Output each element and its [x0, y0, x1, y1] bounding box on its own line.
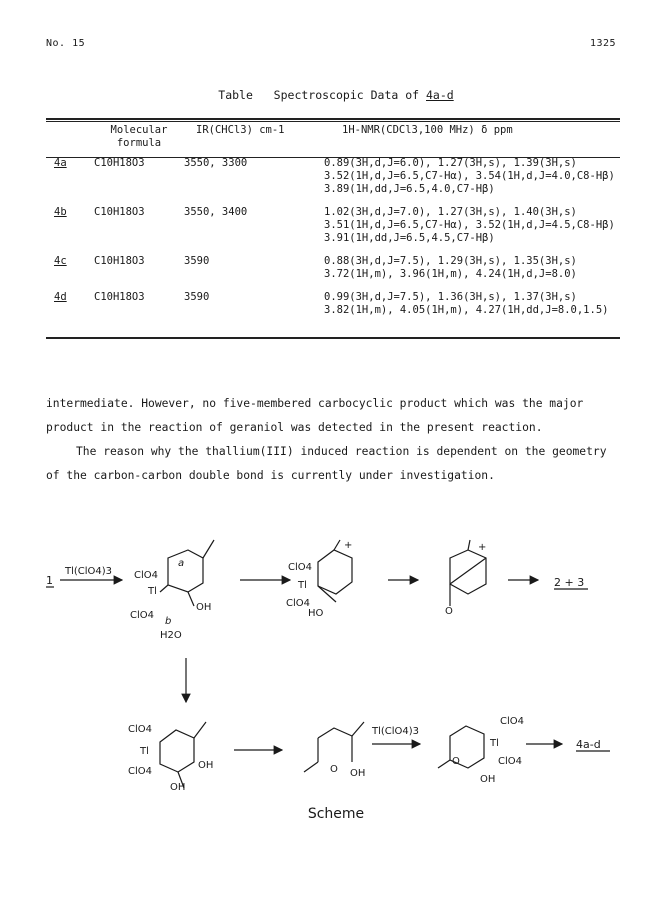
structure-tl-complex	[130, 540, 214, 641]
s1-tl: Tl	[148, 586, 157, 597]
molecular-formula: C10H18O3	[94, 206, 145, 218]
s4-clo4-bottom: ClO4	[128, 766, 152, 777]
structure-tl-alkene	[438, 716, 524, 785]
table-caption-ref: 4a-d	[426, 88, 454, 102]
nmr-line: 0.89(3H,d,J=6.0), 1.27(3H,s), 1.39(3H,s)	[324, 157, 577, 169]
s6-o: O	[452, 756, 460, 767]
s3-plus: +	[478, 542, 487, 553]
s5-oh: OH	[350, 768, 366, 779]
issue-number: No. 15	[46, 38, 86, 49]
spectroscopic-table	[46, 124, 620, 327]
col-ir-text: IR(CHCl3) cm-1	[196, 124, 285, 136]
s4-oh-bottom: OH	[170, 782, 186, 793]
structure-tl-adduct	[128, 722, 213, 793]
table-row	[46, 206, 620, 255]
nmr-line: 3.91(1H,dd,J=6.5,4.5,C7-Hβ)	[324, 232, 495, 244]
nmr-values	[314, 255, 620, 291]
s4-oh-right: OH	[198, 760, 214, 771]
table-caption-text: Table Spectroscopic Data of	[218, 88, 426, 102]
compound-id: 4d	[54, 291, 67, 303]
s2-clo4-top: ClO4	[288, 562, 312, 573]
s1-oh: OH	[196, 602, 212, 613]
table-row	[46, 291, 620, 327]
molecular-formula: C10H18O3	[94, 255, 145, 267]
table-row	[46, 255, 620, 291]
nmr-values	[314, 157, 620, 206]
table-top-rule-2	[46, 121, 620, 122]
nmr-line: 3.82(1H,m), 4.05(1H,m), 4.27(1H,dd,J=8.0,1.5)	[324, 304, 609, 316]
compound-id: 4a	[54, 157, 67, 169]
col-formula-line1: Molecular	[110, 124, 168, 136]
s2-clo4-bottom: ClO4	[286, 598, 310, 609]
s4-clo4-top: ClO4	[128, 724, 152, 735]
s2-tl: Tl	[298, 580, 307, 591]
paragraph-1: intermediate. However, no five-membered carbocyclic product which was the major product in the reaction of geraniol was detected in the present reaction.	[46, 397, 584, 434]
s2-ho: HO	[308, 608, 324, 619]
structure-ketone	[304, 722, 365, 779]
s6-oh: OH	[480, 774, 496, 785]
s5-o: O	[330, 764, 338, 775]
nmr-line: 3.72(1H,m), 3.96(1H,m), 4.24(1H,d,J=8.0)	[324, 268, 577, 280]
nmr-line: 3.89(1H,dd,J=6.5,4.0,C7-Hβ)	[324, 183, 495, 195]
molecular-formula: C10H18O3	[94, 291, 145, 303]
molecular-formula: C10H18O3	[94, 157, 145, 169]
products-top: 2 + 3	[554, 576, 585, 589]
nmr-line: 1.02(3H,d,J=7.0), 1.27(3H,s), 1.40(3H,s)	[324, 206, 577, 218]
nmr-line: 3.52(1H,d,J=6.5,C7-Hα), 3.54(1H,d,J=4.0,C8-Hβ)	[324, 170, 615, 182]
col-ir	[184, 124, 314, 157]
page-number: 1325	[590, 38, 617, 49]
products-bottom: 4a-d	[576, 738, 601, 751]
scheme-title: Scheme	[307, 806, 365, 822]
structure-bicyclic-intermediate	[286, 540, 352, 619]
s1-label-a: a	[178, 558, 185, 569]
table-header-row	[46, 124, 620, 157]
nmr-line: 0.88(3H,d,J=7.5), 1.29(3H,s), 1.35(3H,s)	[324, 255, 577, 267]
s6-clo4-bottom: ClO4	[498, 756, 522, 767]
s6-clo4-top: ClO4	[500, 716, 524, 727]
table-caption	[0, 88, 672, 102]
ir-values: 3590	[184, 291, 210, 303]
structure-oxabicycle	[445, 540, 486, 617]
s2-plus: +	[344, 540, 353, 551]
nmr-values	[314, 206, 620, 255]
paragraph-2: The reason why the thallium(III) induced reaction is dependent on the geometry of the carbon-carbon double bond is currently under investigation.	[46, 445, 607, 482]
reagent-label-1: Tl(ClO4)3	[65, 566, 113, 577]
compound-id: 4b	[54, 206, 67, 218]
col-compound	[46, 124, 94, 157]
s1-label-b: b	[165, 616, 172, 627]
col-formula	[94, 124, 184, 157]
col-nmr-text: 1H-NMR(CDCl3,100 MHz) δ ppm	[342, 124, 513, 136]
s1-clo4-bottom: ClO4	[130, 610, 154, 621]
body-text	[46, 392, 620, 488]
ir-values: 3590	[184, 255, 210, 267]
s1-clo4-top: ClO4	[134, 570, 158, 581]
table-row	[46, 157, 620, 206]
nmr-values	[314, 291, 620, 327]
nmr-line: 0.99(3H,d,J=7.5), 1.36(3H,s), 1.37(3H,s)	[324, 291, 577, 303]
start-compound-label: 1	[46, 574, 53, 587]
s1-h2o: H2O	[160, 630, 182, 641]
col-nmr	[314, 124, 620, 157]
compound-id: 4c	[54, 255, 67, 267]
s3-o: O	[445, 606, 453, 617]
reagent-label-2: Tl(ClO4)3	[372, 726, 420, 737]
col-formula-line2: formula	[116, 137, 162, 149]
reaction-scheme	[0, 510, 672, 840]
s6-tl: Tl	[490, 738, 499, 749]
table-bottom-rule	[46, 337, 620, 339]
ir-values: 3550, 3400	[184, 206, 248, 218]
s4-tl: Tl	[140, 746, 149, 757]
nmr-line: 3.51(1H,d,J=6.5,C7-Hα), 3.52(1H,d,J=4.5,C8-Hβ)	[324, 219, 615, 231]
table-top-rule	[46, 118, 620, 120]
ir-values: 3550, 3300	[184, 157, 248, 169]
